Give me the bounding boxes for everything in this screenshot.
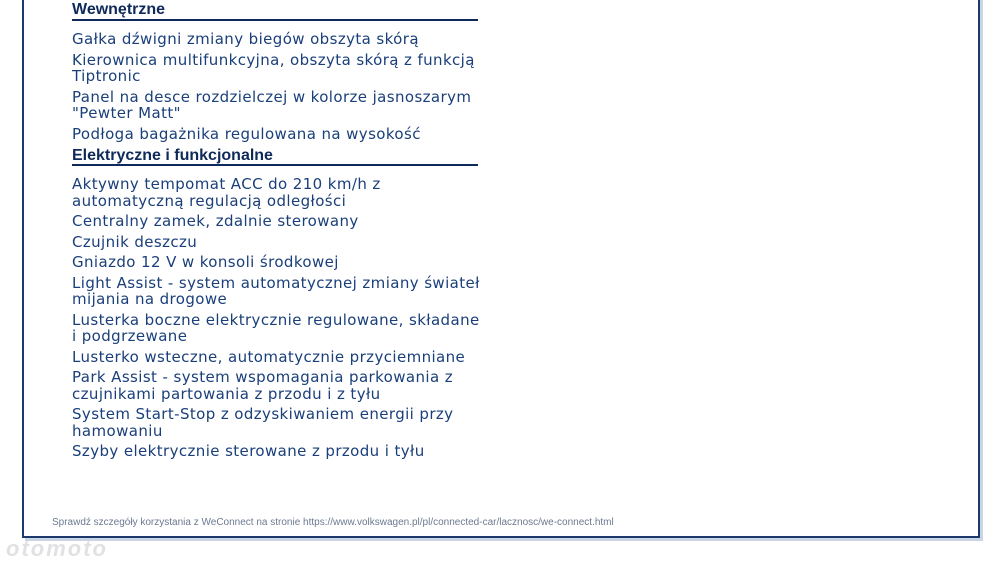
list-item: Podłoga bagażnika regulowana na wysokość bbox=[72, 124, 421, 143]
list-item: System Start-Stop z odzyskiwaniem energii przy hamowaniu bbox=[72, 405, 454, 440]
list-item: Kierownica multifunkcyjna, obszyta skórą z funkcją Tiptronic bbox=[72, 50, 475, 85]
list-item: Lusterka boczne elektrycznie regulowane, składane i podgrzewane bbox=[72, 310, 480, 345]
equipment-list bbox=[72, 0, 492, 464]
list-item: Centralny zamek, zdalnie sterowany bbox=[72, 212, 359, 230]
list-item: Light Assist - system automatycznej zmiany świateł mijania na drogowe bbox=[72, 273, 480, 308]
list-item: Szyby elektrycznie sterowane z przodu i tyłu bbox=[72, 442, 425, 460]
list-item: Czujnik deszczu bbox=[72, 232, 198, 251]
list-item: Lusterko wsteczne, automatycznie przyciemniane bbox=[72, 347, 466, 366]
list-item: Panel na desce rozdzielczej w kolorze jasnoszarym "Pewter Matt" bbox=[72, 87, 472, 122]
weconnect-footnote: Sprawdź szczegóły korzystania z WeConnect na stronie https://www.volkswagen.pl/pl/connected-car/lacznosc/we-connect.html bbox=[52, 517, 614, 528]
section-title-interior: Wewnętrzne bbox=[72, 0, 478, 21]
list-item: Park Assist - system wspomagania parkowania z czujnikami partowania z przodu i z tyłu bbox=[72, 368, 453, 403]
list-item: Aktywny tempomat ACC do 210 km/h z automatyczną regulacją odległości bbox=[72, 175, 381, 210]
otomoto-watermark: otomoto bbox=[6, 536, 108, 561]
list-item: Gałka dźwigni zmiany biegów obszyta skórą bbox=[72, 30, 419, 48]
list-item: Gniazdo 12 V w konsoli środkowej bbox=[72, 253, 339, 271]
section-title-electrical: Elektryczne i funkcjonalne bbox=[72, 146, 478, 166]
